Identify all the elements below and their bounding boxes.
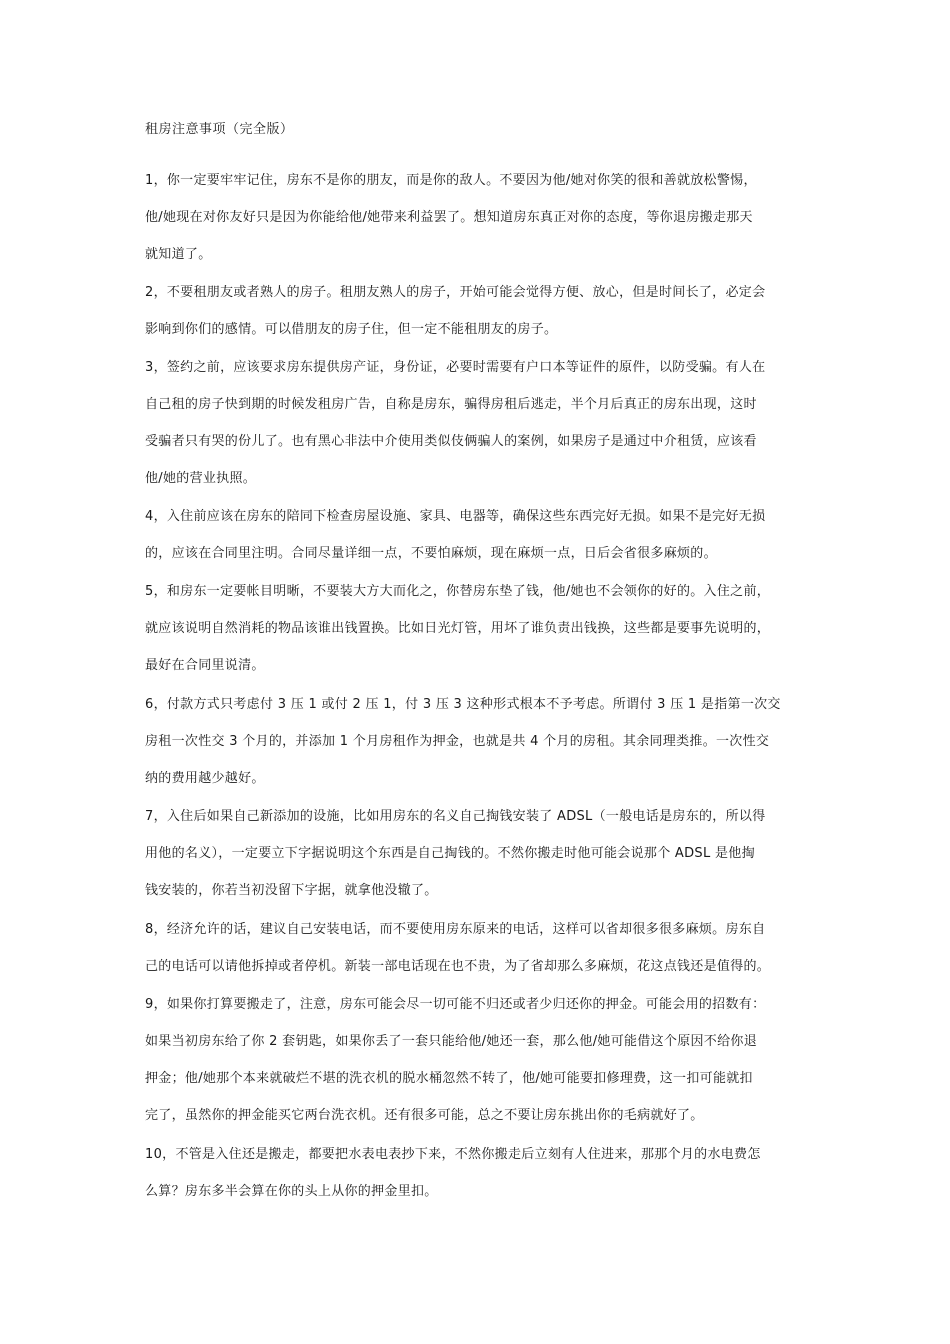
paragraph-line: 己的电话可以请他拆掉或者停机。新装一部电话现在也不贵，为了省却那么多麻烦，花这点钱还是值得的。 xyxy=(145,959,771,974)
paragraph-line: 9，如果你打算要搬走了，注意，房东可能会尽一切可能不归还或者少归还你的押金。可能会用的招数有： xyxy=(145,997,766,1012)
paragraph-line: 10，不管是入住还是搬走，都要把水表电表抄下来，不然你搬走后立刻有人住进来，那那个月的水电费怎 xyxy=(145,1147,761,1162)
paragraph-line: 6，付款方式只考虑付 3 压 1 或付 2 压 1，付 3 压 3 这种形式根本不予考虑。所谓付 3 压 1 是指第一次交 xyxy=(145,697,781,712)
paragraph-4 xyxy=(145,498,815,572)
paragraph-line: 房租一次性交 3 个月的，并添加 1 个月房租作为押金，也就是共 4 个月的房租。其余同理类推。一次性交 xyxy=(145,734,770,749)
paragraph-line: 就知道了。 xyxy=(145,247,212,262)
paragraph-line: 他/她现在对你友好只是因为你能给他/她带来利益罢了。想知道房东真正对你的态度，等你退房搬走那天 xyxy=(145,210,753,225)
paragraph-line: 钱安装的，你若当初没留下字据，就拿他没辙了。 xyxy=(145,883,438,898)
paragraph-8 xyxy=(145,911,815,985)
paragraph-2 xyxy=(145,274,815,348)
paragraph-line: 4，入住前应该在房东的陪同下检查房屋设施、家具、电器等，确保这些东西完好无损。如果不是完好无损 xyxy=(145,509,766,524)
paragraph-line: 1，你一定要牢牢记住，房东不是你的朋友，而是你的敌人。不要因为他/她对你笑的很和善就放松警惕， xyxy=(145,173,757,188)
paragraph-10 xyxy=(145,1136,815,1210)
paragraph-line: 5，和房东一定要帐目明晰，不要装大方大而化之，你替房东垫了钱，他/她也不会领你的好的。入住之前， xyxy=(145,584,771,599)
paragraph-line: 影响到你们的感情。可以借朋友的房子住，但一定不能租朋友的房子。 xyxy=(145,322,558,337)
paragraph-7 xyxy=(145,798,815,909)
paragraph-line: 用他的名义），一定要立下字据说明这个东西是自己掏钱的。不然你搬走时他可能会说那个 ADSL 是他掏 xyxy=(145,846,755,861)
paragraph-1 xyxy=(145,162,815,273)
paragraph-line: 他/她的营业执照。 xyxy=(145,471,257,486)
paragraph-line: 2，不要租朋友或者熟人的房子。租朋友熟人的房子，开始可能会觉得方便、放心，但是时间长了，必定会 xyxy=(145,285,766,300)
paragraph-line: 完了，虽然你的押金能买它两台洗衣机。还有很多可能，总之不要让房东挑出你的毛病就好了。 xyxy=(145,1108,704,1123)
paragraph-line: 如果当初房东给了你 2 套钥匙，如果你丢了一套只能给他/她还一套，那么他/她可能借这个原因不给你退 xyxy=(145,1034,757,1049)
paragraph-line: 就应该说明自然消耗的物品该谁出钱置换。比如日光灯管，用坏了谁负责出钱换，这些都是要事先说明的， xyxy=(145,621,771,636)
document-title: 租房注意事项（完全版） xyxy=(145,122,294,137)
paragraph-line: 3，签约之前，应该要求房东提供房产证，身份证，必要时需要有户口本等证件的原件，以防受骗。有人在 xyxy=(145,360,766,375)
paragraph-line: 的，应该在合同里注明。合同尽量详细一点，不要怕麻烦，现在麻烦一点，日后会省很多麻烦的。 xyxy=(145,546,717,561)
paragraph-line: 押金；他/她那个本来就破烂不堪的洗衣机的脱水桶忽然不转了，他/她可能要扣修理费，这一扣可能就扣 xyxy=(145,1071,753,1086)
paragraph-9 xyxy=(145,986,815,1134)
paragraph-6 xyxy=(145,686,815,797)
paragraph-line: 受骗者只有哭的份儿了。也有黑心非法中介使用类似伎俩骗人的案例，如果房子是通过中介租赁，应该看 xyxy=(145,434,757,449)
paragraph-line: 么算？房东多半会算在你的头上从你的押金里扣。 xyxy=(145,1184,438,1199)
paragraph-line: 自己租的房子快到期的时候发租房广告，自称是房东，骗得房租后逃走，半个月后真正的房东出现，这时 xyxy=(145,397,757,412)
paragraph-line: 7，入住后如果自己新添加的设施，比如用房东的名义自己掏钱安装了 ADSL（一般电话是房东的，所以得 xyxy=(145,809,766,824)
paragraph-line: 8，经济允许的话，建议自己安装电话，而不要使用房东原来的电话，这样可以省却很多很多麻烦。房东自 xyxy=(145,922,766,937)
paragraph-5 xyxy=(145,573,815,684)
paragraph-line: 最好在合同里说清。 xyxy=(145,658,265,673)
paragraph-3 xyxy=(145,349,815,497)
paragraph-line: 纳的费用越少越好。 xyxy=(145,771,265,786)
